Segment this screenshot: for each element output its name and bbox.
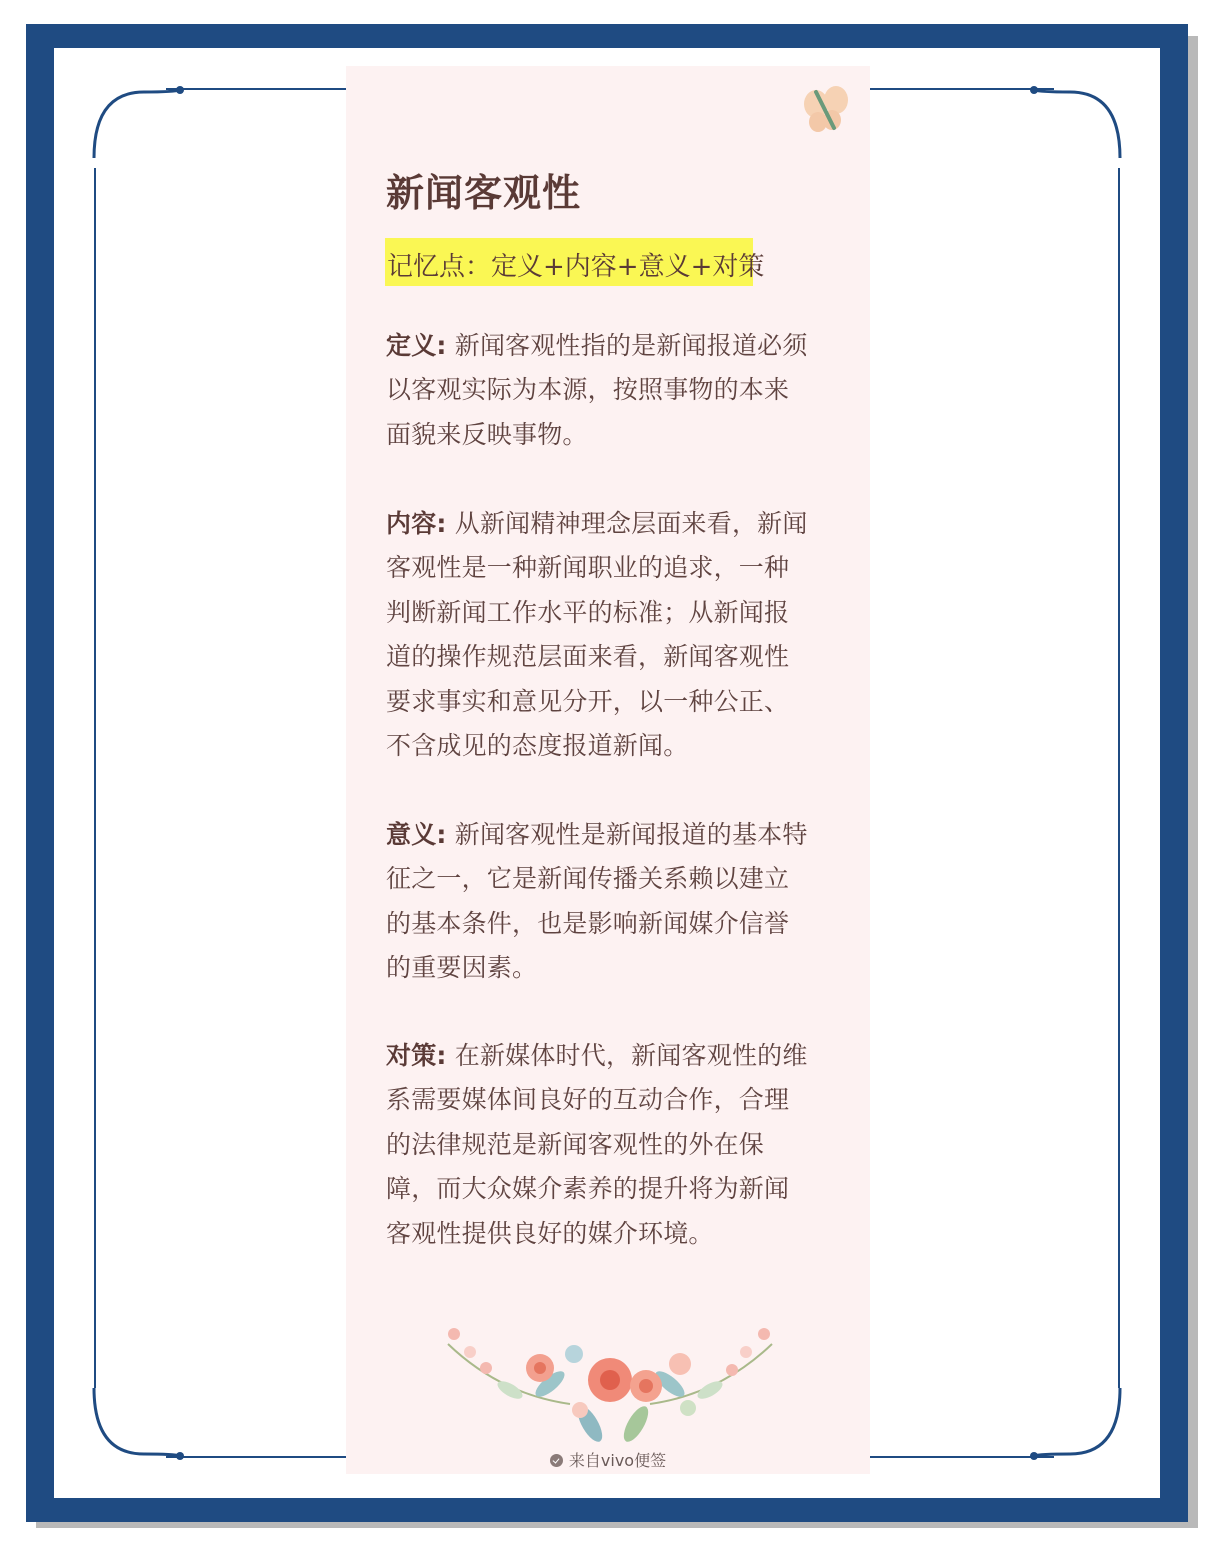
section-line: 的重要因素。 [386,953,538,983]
flower-garland-icon [440,1324,780,1442]
section-line: 客观性提供良好的媒介环境。 [386,1218,714,1248]
section-significance [386,813,834,991]
corner-ornament-tl-icon [84,78,184,168]
section-line: 系需要媒体间良好的互动合作，合理 [386,1085,790,1115]
vivo-check-icon [550,1454,563,1467]
section-label: 意义: [386,820,447,849]
section-line: 以客观实际为本源，按照事物的本来 [386,375,790,405]
memory-point-highlight [385,238,765,286]
note-card [346,66,870,1474]
ornament-left-line [94,168,96,1388]
section-countermeasures [386,1034,834,1256]
section-line: 征之一，它是新闻传播关系赖以建立 [386,864,790,894]
section-label: 定义: [386,331,447,360]
butterfly-icon [802,84,850,136]
memory-point-text: 记忆点：定义+内容+意义+对策 [387,252,765,282]
section-line: 新闻客观性指的是新闻报道必须 [446,331,808,360]
corner-ornament-tr-icon [1030,78,1130,168]
corner-ornament-bl-icon [84,1378,184,1468]
section-line: 判断新闻工作水平的标准；从新闻报 [386,597,790,627]
footer-source [346,1448,870,1471]
footer-text: 来自vivo便签 [568,1451,667,1470]
section-line: 障，而大众媒介素养的提升将为新闻 [386,1174,790,1204]
ornament-right-line [1118,168,1120,1388]
section-line: 新闻客观性是新闻报道的基本特 [446,820,808,849]
section-line: 的基本条件，也是影响新闻媒介信誉 [386,908,790,938]
section-label: 内容: [386,509,447,538]
section-line: 的法律规范是新闻客观性的外在保 [386,1129,765,1159]
section-content [386,502,834,768]
section-definition [386,324,834,457]
corner-ornament-br-icon [1030,1378,1130,1468]
section-line: 道的操作规范层面来看，新闻客观性 [386,642,790,672]
section-line: 不含成见的态度报道新闻。 [386,730,689,760]
section-label: 对策: [386,1041,447,1070]
section-line: 要求事实和意见分开，以一种公正、 [386,686,790,716]
section-line: 客观性是一种新闻职业的追求，一种 [386,553,790,583]
section-line: 面貌来反映事物。 [386,419,588,449]
note-title: 新闻客观性 [386,171,582,215]
section-line: 从新闻精神理念层面来看，新闻 [446,509,808,538]
section-line: 在新媒体时代，新闻客观性的维 [446,1041,808,1070]
